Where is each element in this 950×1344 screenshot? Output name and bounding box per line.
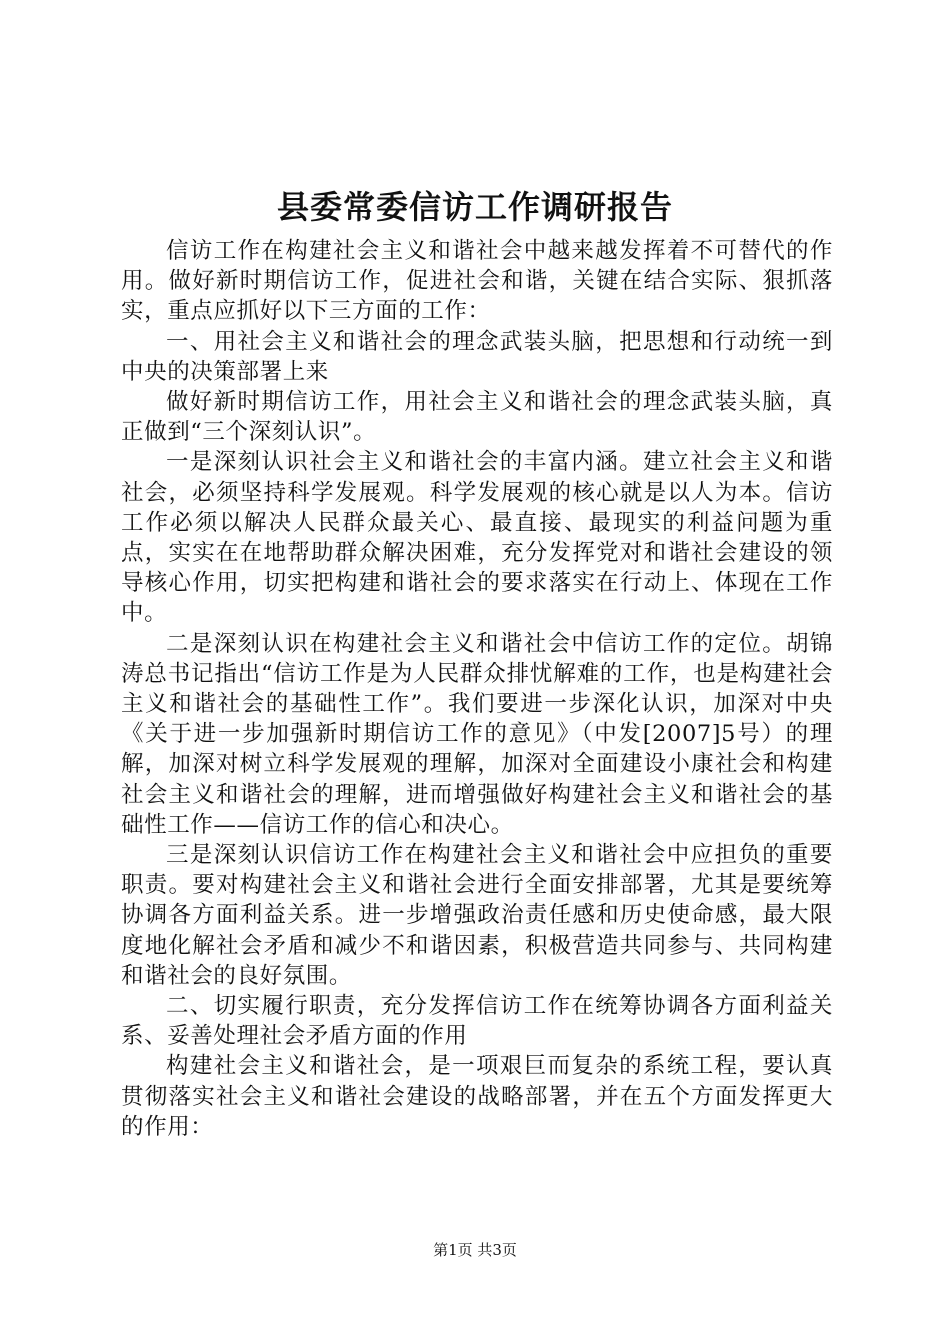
page-number-footer: 第1页 共3页 (433, 1241, 517, 1259)
paragraph: 构建社会主义和谐社会，是一项艰巨而复杂的系统工程，要认真贯彻落实社会主义和谐社会建设的战略部署，并在五个方面发挥更大的作用： (121, 1053, 833, 1140)
document-body (121, 236, 833, 1142)
paragraph: 二是深刻认识在构建社会主义和谐社会中信访工作的定位。胡锦涛总书记指出“信访工作是为人民群众排忧解难的工作，也是构建社会主义和谐社会的基础性工作”。我们要进一步深化认识，加深对中央《关于进一步加强新时期信访工作的意见》（中发[2007]5号）的理解，加深对树立科学发展观的理解，加深对全面建设小康社会和构建社会主义和谐社会的理解，进而增强做好构建社会主义和谐社会的基础性工作——信访工作的信心和决心。 (121, 630, 833, 838)
paragraph: 做好新时期信访工作，用社会主义和谐社会的理念武装头脑，真正做到“三个深刻认识”。 (121, 389, 833, 446)
paragraph-intro: 信访工作在构建社会主义和谐社会中越来越发挥着不可替代的作用。做好新时期信访工作，促进社会和谐，关键在结合实际、狠抓落实，重点应抓好以下三方面的工作： (121, 238, 833, 325)
paragraph: 一是深刻认识社会主义和谐社会的丰富内涵。建立社会主义和谐社会，必须坚持科学发展观。科学发展观的核心就是以人为本。信访工作必须以解决人民群众最关心、最直接、最现实的利益问题为重点，实实在在地帮助群众解决困难，充分发挥党对和谐社会建设的领导核心作用，切实把构建和谐社会的要求落实在行动上、体现在工作中。 (121, 449, 833, 627)
document-title: 县委常委信访工作调研报告 (276, 188, 673, 226)
paragraph: 三是深刻认识信访工作在构建社会主义和谐社会中应担负的重要职责。要对构建社会主义和谐社会进行全面安排部署，尤其是要统筹协调各方面利益关系。进一步增强政治责任感和历史使命感，最大限度地化解社会矛盾和减少不和谐因素，积极营造共同参与、共同构建和谐社会的良好氛围。 (121, 842, 833, 989)
section-heading-1: 一、用社会主义和谐社会的理念武装头脑，把思想和行动统一到中央的决策部署上来 (121, 328, 833, 385)
section-heading-2: 二、切实履行职责，充分发挥信访工作在统筹协调各方面利益关系、妥善处理社会矛盾方面的作用 (121, 993, 833, 1050)
